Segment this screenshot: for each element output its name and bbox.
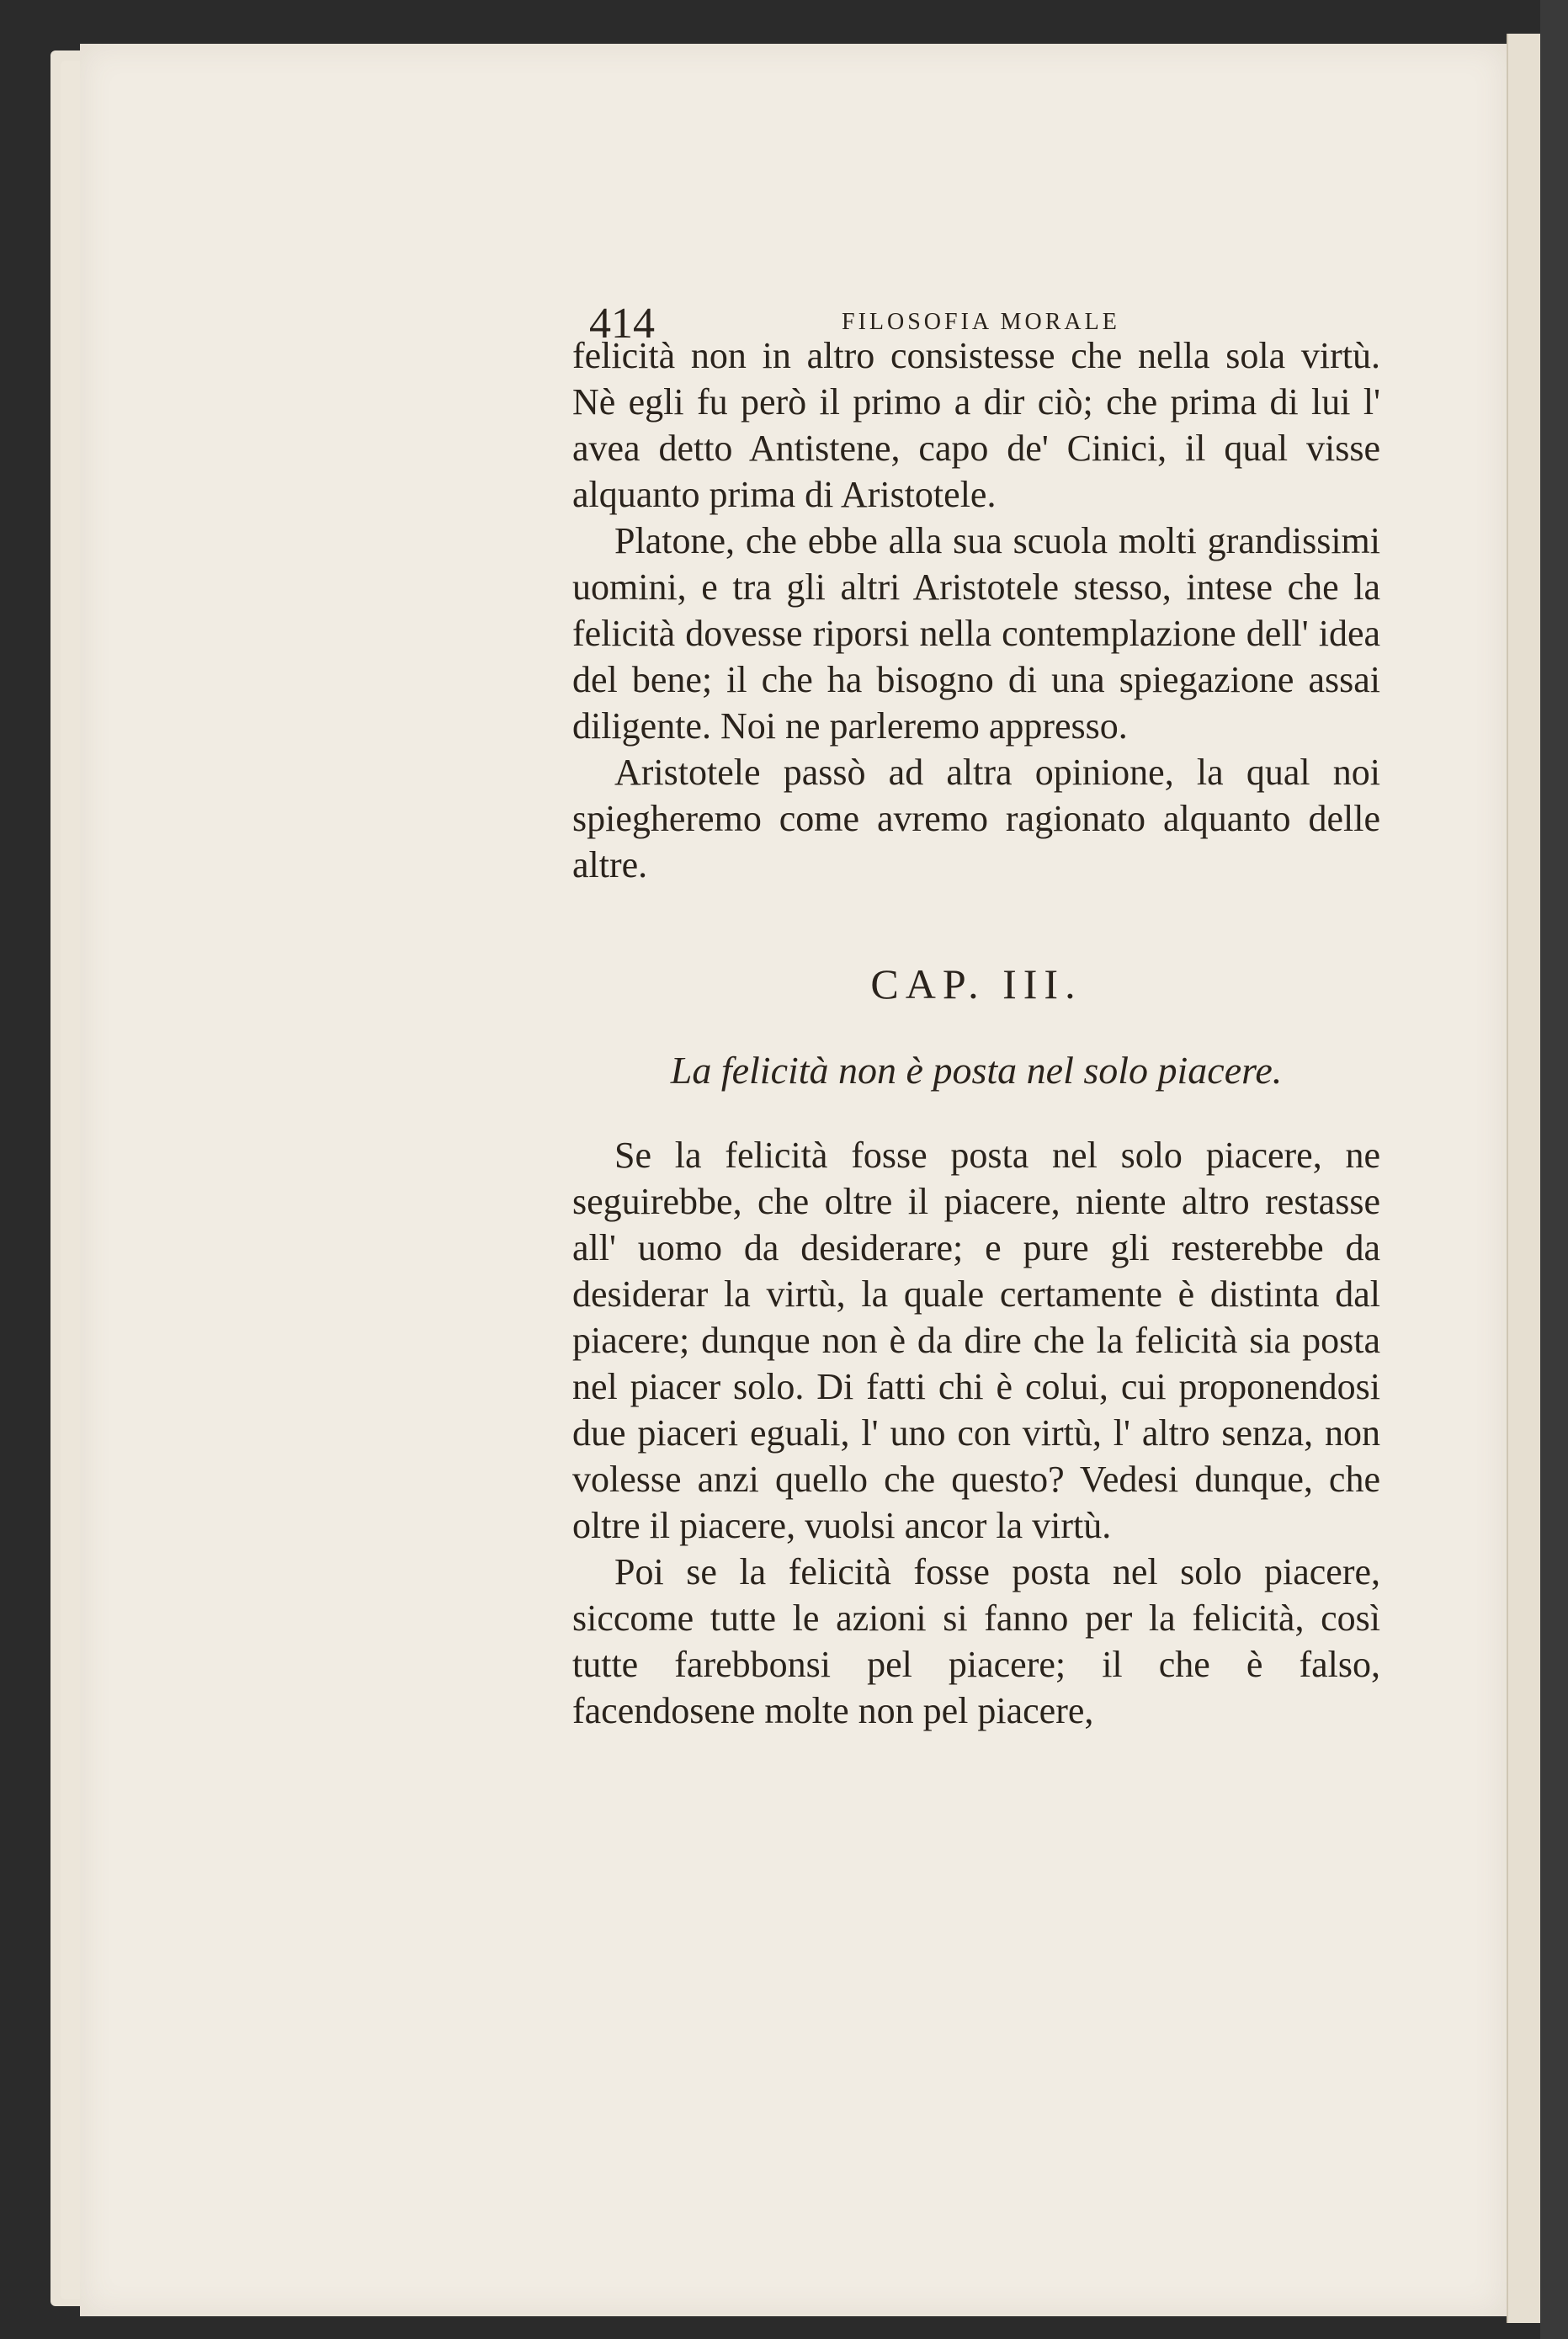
scan-right-border: [1540, 0, 1568, 2339]
text-block-before-chapter: [572, 332, 1380, 888]
paragraph: Se la felicità fosse posta nel solo piacere, ne seguirebbe, che oltre il piacere, niente altro restasse all' uomo da desiderare; e pure gli resterebbe da desiderar la virtù, la quale certamente è distinta dal piacere; dunque non è da dire che la felicità sia posta nel piacer solo. Di fatti chi è colui, cui proponendosi due piaceri eguali, l' uno con virtù, l' altro senza, non volesse anzi quello che questo? Vedesi dunque, che oltre il piacere, vuolsi ancor la virtù.: [572, 1135, 1380, 1546]
running-head: FILOSOFIA MORALE: [842, 309, 1120, 335]
paragraph: Platone, che ebbe alla sua scuola molti grandissimi uomini, e tra gli altri Aristotele stesso, intese che la felicità dovesse riporsi nella contemplazione dell' idea del bene; il che ha bisogno di una spiegazione assai diligente. Noi ne parleremo appresso.: [572, 520, 1380, 747]
text-block-chapter-body: [572, 1132, 1380, 1734]
facing-page-edge: [1507, 34, 1542, 2323]
paragraph: felicità non in altro consistesse che nella sola virtù. Nè egli fu però il primo a dir ciò; che prima di lui l' avea detto Antistene, capo de' Cinici, il qual visse alquanto prima di Aristotele.: [572, 335, 1380, 515]
page-number: 414: [589, 300, 655, 348]
chapter-heading: CAP. III.: [870, 960, 1082, 1007]
chapter-title: La felicità non è posta nel solo piacere.: [670, 1049, 1283, 1092]
paragraph: Poi se la felicità fosse posta nel solo piacere, siccome tutte le azioni si fanno per la felicità, così tutte farebbonsi pel piacere; il che è falso, facendosene molte non pel piacere,: [572, 1551, 1380, 1731]
paragraph: Aristotele passò ad altra opinione, la qual noi spiegheremo come avremo ragionato alquanto delle altre.: [572, 752, 1380, 885]
